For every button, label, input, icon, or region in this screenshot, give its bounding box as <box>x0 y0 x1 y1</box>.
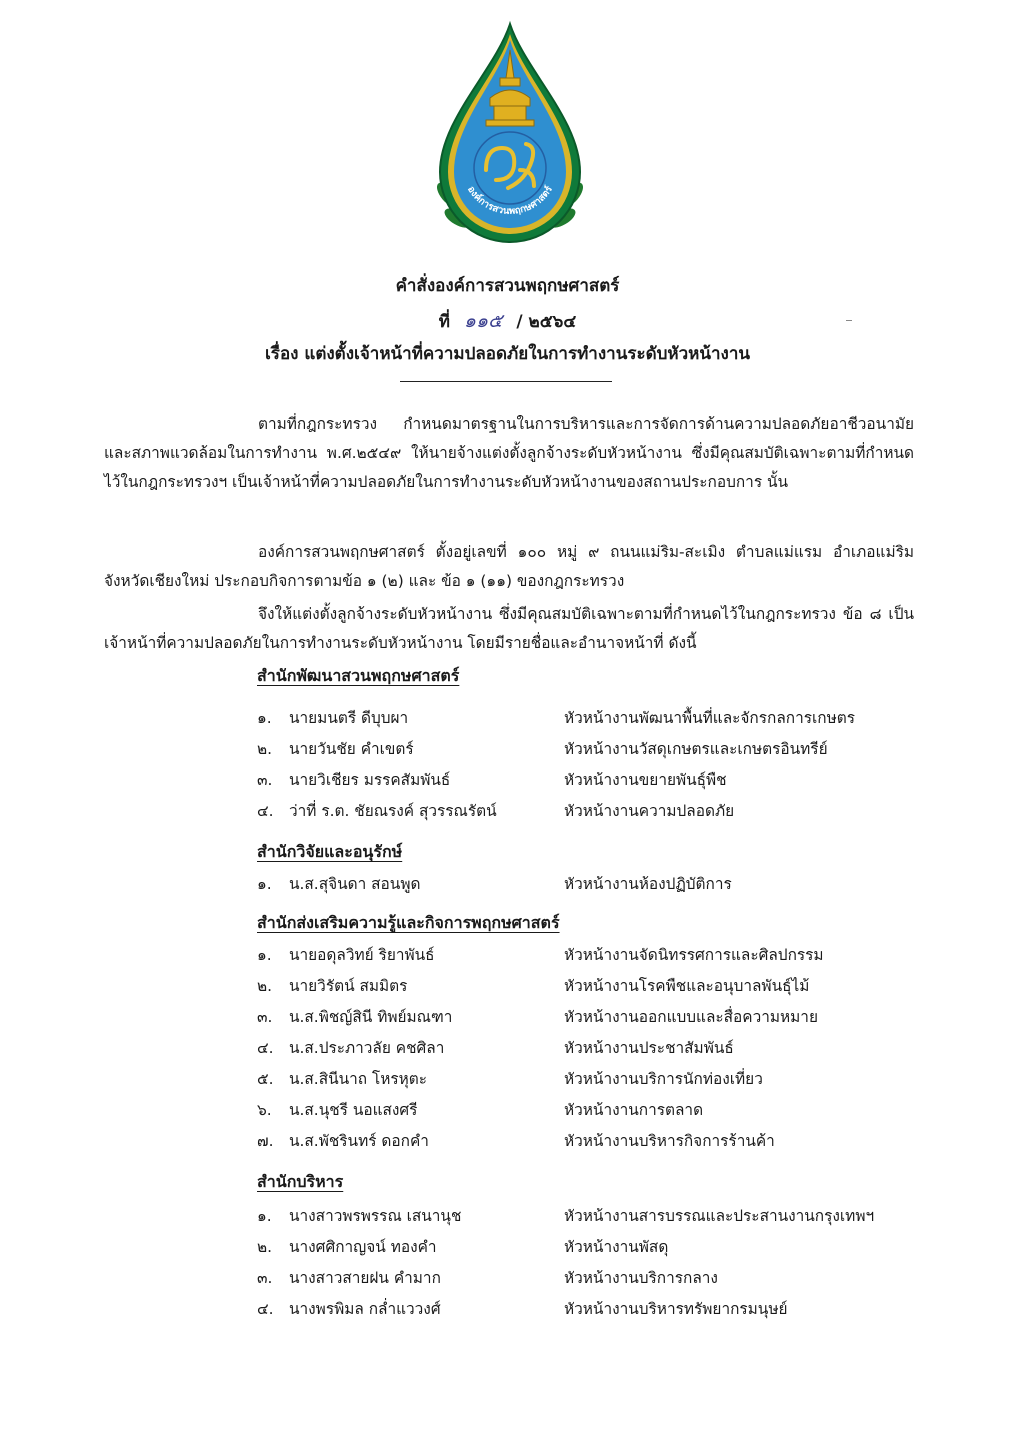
item-name: น.ส.สุจินดา สอนพูด <box>289 875 421 893</box>
item-number: ๑. <box>257 709 272 727</box>
item-number: ๑. <box>257 946 272 964</box>
item-role: หัวหน้างานการตลาด <box>564 1101 704 1119</box>
organization-logo <box>430 20 590 252</box>
item-name: น.ส.สินีนาถ โหรหุตะ <box>289 1070 428 1088</box>
item-role: หัวหน้างานบริการกลาง <box>564 1269 718 1287</box>
item-role: หัวหน้างานวัสดุเกษตรและเกษตรอินทรีย์ <box>564 740 828 758</box>
paragraph-text: องค์การสวนพฤกษศาสตร์ ตั้งอยู่เลขที่ ๑๐๐ หมู่ ๙ ถนนแม่ริม-สะเมิง ตำบลแม่แรม อำเภอแม่ริม จังหวัดเชียงใหม่ ประกอบกิจการตามข้อ ๑ (๒) และ ข้อ ๑ (๑๑) ของกฎกระทรวง <box>104 543 914 590</box>
item-name: นายวิรัตน์ สมมิตร <box>289 977 408 995</box>
item-number: ๖. <box>257 1101 272 1119</box>
body-paragraph-1 <box>104 410 914 497</box>
item-role: หัวหน้างานบริหารกิจการร้านค้า <box>564 1132 775 1150</box>
order-number-handwritten: ๑๑๕ <box>463 310 503 332</box>
item-name: น.ส.นุชรี นอแสงศรี <box>289 1101 418 1119</box>
list-item <box>257 1035 917 1061</box>
item-role: หัวหน้างานสารบรรณและประสานงานกรุงเทพฯ <box>564 1207 875 1225</box>
item-role: หัวหน้างานบริหารทรัพยากรมนุษย์ <box>564 1300 788 1318</box>
list-item <box>257 767 917 793</box>
item-role: หัวหน้างานห้องปฏิบัติการ <box>564 875 732 893</box>
item-number: ๒. <box>257 977 273 995</box>
paragraph-text: จึงให้แต่งตั้งลูกจ้างระดับหัวหน้างาน ซึ่งมีคุณสมบัติเฉพาะตามที่กำหนดไว้ในกฎกระทรวง ข้อ ๘ เป็นเจ้าหน้าที่ความปลอดภัยในการทำงานระดับหัวหน้างาน โดยมีรายชื่อและอำนาจหน้าที่ ดังนี้ <box>104 605 914 652</box>
list-item <box>257 1296 917 1322</box>
order-title: คำสั่งองค์การสวนพฤกษศาสตร์ <box>395 276 620 296</box>
order-number-suffix: / ๒๕๖๔ <box>516 312 577 332</box>
logo-text: องค์การสวนพฤกษศาสตร์ <box>465 184 555 217</box>
item-role: หัวหน้างานประชาสัมพันธ์ <box>564 1039 734 1057</box>
list-item <box>257 1097 917 1123</box>
item-name: นายอดุลวิทย์ ริยาพันธ์ <box>289 946 435 964</box>
item-name: นางศศิกาญจน์ ทองคำ <box>289 1238 437 1256</box>
item-name: ว่าที่ ร.ต. ชัยณรงค์ สุวรรณรัตน์ <box>289 802 497 820</box>
list-item <box>257 1234 917 1260</box>
item-role: หัวหน้างานจัดนิทรรศการและศิลปกรรม <box>564 946 824 964</box>
item-number: ๔. <box>257 1039 274 1057</box>
list-item <box>257 871 917 897</box>
item-role: หัวหน้างานพัสดุ <box>564 1238 669 1256</box>
item-number: ๑. <box>257 1207 272 1225</box>
item-name: นางสาวพรพรรณ เสนานุช <box>289 1207 462 1225</box>
section-title: สำนักวิจัยและอนุรักษ์ <box>257 842 403 861</box>
item-role: หัวหน้างานโรคพืชและอนุบาลพันธุ์ไม้ <box>564 977 810 995</box>
order-number-prefix: ที่ <box>438 312 450 332</box>
item-number: ๓. <box>257 771 273 789</box>
order-subject: เรื่อง แต่งตั้งเจ้าหน้าที่ความปลอดภัยในการทำงานระดับหัวหน้างาน <box>265 344 750 364</box>
item-name: นายมนตรี ดีบุบผา <box>289 709 409 727</box>
section-title: สำนักส่งเสริมความรู้และกิจการพฤกษศาสตร์ <box>257 913 560 932</box>
list-item <box>257 1128 917 1154</box>
body-paragraph-3 <box>104 600 914 658</box>
list-item <box>257 942 917 968</box>
item-number: ๓. <box>257 1269 273 1287</box>
item-number: ๗. <box>257 1132 274 1150</box>
item-name: นางพรพิมล กล่ำแววงศ์ <box>289 1300 441 1318</box>
item-role: หัวหน้างานขยายพันธุ์พืช <box>564 771 727 789</box>
header-divider <box>400 381 612 382</box>
item-number: ๒. <box>257 1238 273 1256</box>
list-item <box>257 736 917 762</box>
item-role: หัวหน้างานพัฒนาพื้นที่และจักรกลการเกษตร <box>564 709 855 727</box>
item-name: น.ส.ประภาวลัย คชศิลา <box>289 1039 445 1057</box>
item-name: น.ส.พิชญ์สินี ทิพย์มณฑา <box>289 1008 453 1026</box>
paragraph-text: ตามที่กฎกระทรวง กำหนดมาตรฐานในการบริหารและการจัดการด้านความปลอดภัยอาชีวอนามัยและสภาพแวดล้อมในการทำงาน พ.ศ.๒๕๔๙ ให้นายจ้างแต่งตั้งลูกจ้างระดับหัวหน้างาน ซึ่งมีคุณสมบัติเฉพาะตามที่กำหนดไว้ในกฎกระทรวงฯ เป็นเจ้าหน้าที่ความปลอดภัยในการทำงานระดับหัวหน้างานของสถานประกอบการ นั้น <box>104 415 914 491</box>
item-number: ๑. <box>257 875 272 893</box>
item-role: หัวหน้างานออกแบบและสื่อความหมาย <box>564 1008 818 1026</box>
order-number-line <box>0 306 1015 336</box>
list-item <box>257 798 917 824</box>
list-item <box>257 705 917 731</box>
item-name: นายวิเชียร มรรคสัมพันธ์ <box>289 771 451 789</box>
list-item <box>257 1004 917 1030</box>
item-number: ๒. <box>257 740 273 758</box>
item-number: ๔. <box>257 802 274 820</box>
item-name: น.ส.พัชรินทร์ ดอกคำ <box>289 1132 429 1150</box>
section-title: สำนักพัฒนาสวนพฤกษศาสตร์ <box>257 666 460 685</box>
item-number: ๓. <box>257 1008 273 1026</box>
item-role: หัวหน้างานความปลอดภัย <box>564 802 735 820</box>
item-name: นางสาวสายฝน คำมาก <box>289 1269 441 1287</box>
section-title: สำนักบริหาร <box>257 1172 344 1191</box>
item-role: หัวหน้างานบริการนักท่องเที่ยว <box>564 1070 763 1088</box>
body-paragraph-2 <box>104 538 914 596</box>
item-number: ๕. <box>257 1070 274 1088</box>
list-item <box>257 973 917 999</box>
list-item <box>257 1203 917 1229</box>
list-item <box>257 1066 917 1092</box>
stray-mark <box>846 320 852 321</box>
item-name: นายวันชัย คำเขตร์ <box>289 740 414 758</box>
list-item <box>257 1265 917 1291</box>
item-number: ๔. <box>257 1300 274 1318</box>
